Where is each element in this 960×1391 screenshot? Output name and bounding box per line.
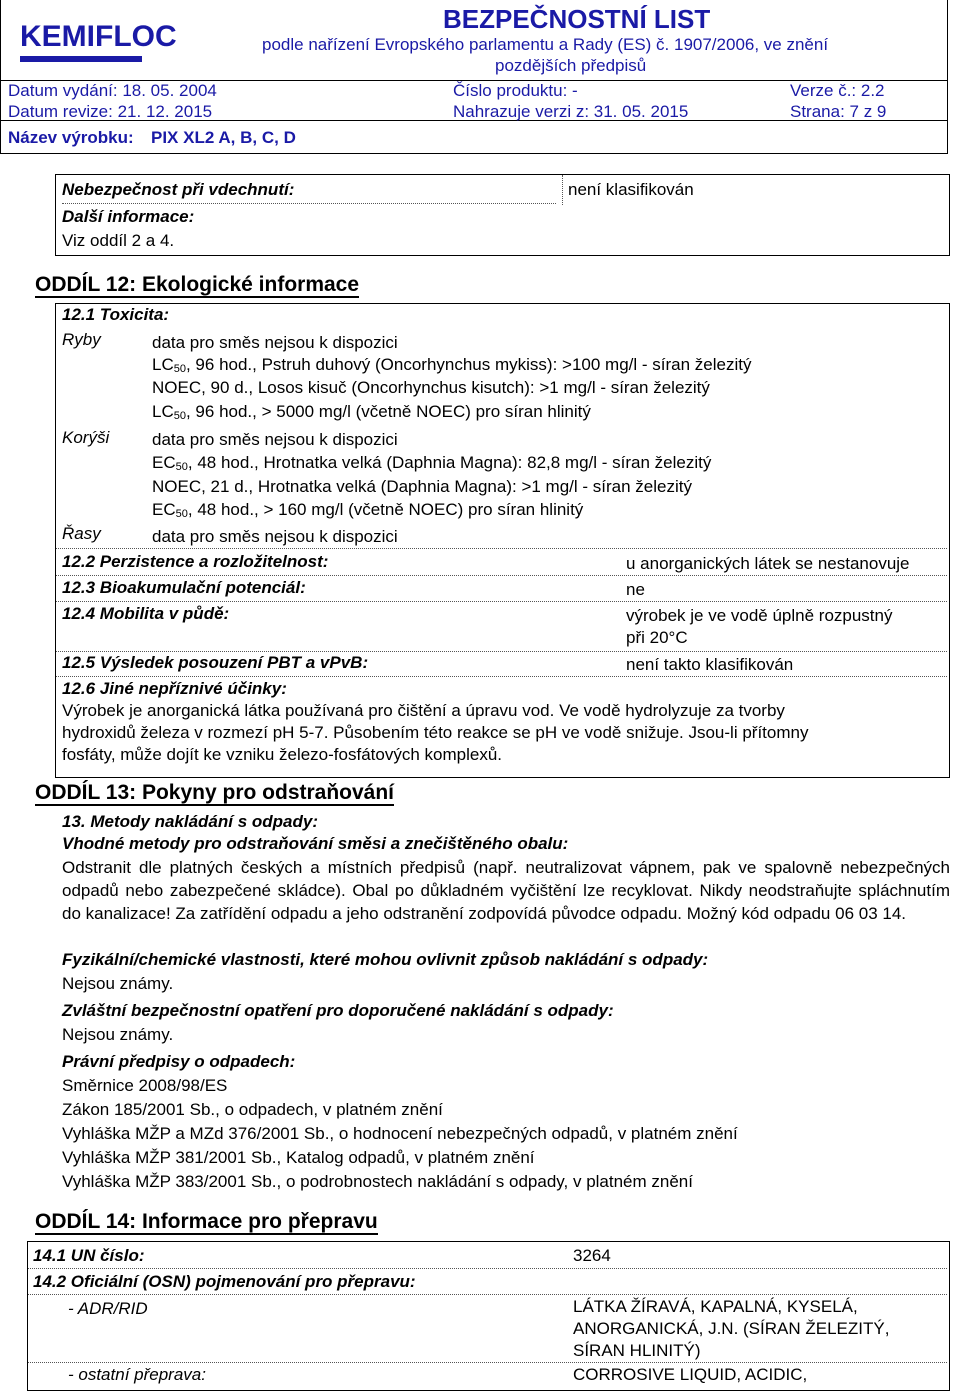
legal-item: Zákon 185/2001 Sb., o odpadech, v platném znění [62,1100,443,1119]
mobility-value: výrobek je ve vodě úplně rozpustný [626,606,893,625]
section-14-title: ODDÍL 14: Informace pro přepravu [35,1210,378,1233]
replaces-version: Nahrazuje verzi z: 31. 05. 2015 [453,102,689,121]
un-number-label: 14.1 UN číslo: [33,1246,145,1265]
algae-label: Řasy [62,524,101,543]
special-precautions-value: Nejsou známy. [62,1025,174,1044]
pbt-label: 12.5 Výsledek posouzení PBT a vPvB: [62,653,369,672]
page-number: Strana: 7 z 9 [790,102,887,121]
fish-label: Ryby [62,330,101,349]
dotted-line [28,1268,947,1269]
adr-value: LÁTKA ŽÍRAVÁ, KAPALNÁ, KYSELÁ, [573,1297,858,1316]
dotted-line [56,651,947,652]
legal-item: Vyhláška MŽP a MZd 376/2001 Sb., o hodnocení nebezpečných odpadů, v platném znění [62,1124,738,1143]
other-info-value: Viz oddíl 2 a 4. [62,231,175,250]
company-logo: KEMIFLOC [20,20,177,53]
persistence-label: 12.2 Perzistence a rozložitelnost: [62,552,329,571]
adr-value: ANORGANICKÁ, J.N. (SÍRAN ŽELEZITÝ, [573,1319,890,1338]
disposal-methods-label: 13. Metody nakládání s odpady: [62,812,319,831]
persistence-value: u anorganických látek se nestanovuje [626,554,910,573]
legal-item: Vyhláška MŽP 381/2001 Sb., Katalog odpadů, v platném znění [62,1148,535,1167]
regulation-line-2: pozdějších předpisů [495,56,647,75]
fish-line: $LC_{50}$, 96 hod., Pstruh duhový (Oncorhynchus mykiss): >100 mg/l - síran železitý [152,355,752,375]
mobility-label: 12.4 Mobilita v půdě: [62,604,230,623]
dotted-line [56,575,947,576]
legal-item: Směrnice 2008/98/ES [62,1076,228,1095]
shipping-name-label: 14.2 Oficiální (OSN) pojmenování pro přepravu: [33,1272,416,1291]
pbt-value: není takto klasifikován [626,655,794,674]
crustacea-label: Korýši [62,428,110,447]
dotted-line [56,676,947,677]
fish-line: data pro směs nejsou k dispozici [152,333,398,352]
physchem-label: Fyzikální/chemické vlastnosti, které mohou ovlivnit způsob nakládání s odpady: [62,950,709,969]
product-name-label: Název výrobku: [8,128,134,147]
other-effects-text: hydroxidů železa v rozmezí pH 5-7. Působením této reakce se pH ve vodě snižuje. Jsou-li přítomny [62,723,809,742]
dotted-line [62,203,556,204]
inhalation-value: není klasifikován [568,180,694,199]
legal-label: Právní předpisy o odpadech: [62,1052,296,1071]
adr-label: - ADR/RID [68,1299,148,1318]
legal-item: Vyhláška MŽP 383/2001 Sb., o podrobnostech nakládání s odpady, v platném znění [62,1172,693,1191]
page-title: BEZPEČNOSTNÍ LIST [443,4,711,34]
bioaccumulation-value: ne [626,580,645,599]
fish-line: $LC_{50}$, 96 hod., > 5000 mg/l (včetně NOEC) pro síran hlinitý [152,402,591,422]
other-transport-value: CORROSIVE LIQUID, ACIDIC, [573,1365,808,1384]
dotted-line [56,548,947,549]
un-number-value: 3264 [573,1246,611,1265]
other-effects-text: Výrobek je anorganická látka používaná pro čištění a úpravu vod. Ve vodě hydrolyzuje za tvorby [62,701,785,720]
physchem-value: Nejsou známy. [62,974,174,993]
dotted-divider [562,175,563,205]
version: Verze č.: 2.2 [790,81,885,100]
dotted-line [56,601,947,602]
crustacea-line: data pro směs nejsou k dispozici [152,430,398,449]
toxicity-label: 12.1 Toxicita: [62,305,170,324]
mobility-value: při 20°C [626,628,688,647]
algae-line: data pro směs nejsou k dispozici [152,527,398,546]
fish-line: NOEC, 90 d., Losos kisuč (Oncorhynchus kisutch): >1 mg/l - síran železitý [152,378,710,397]
revision-date: Datum revize: 21. 12. 2015 [8,102,213,121]
suitable-methods-text: Odstranit dle platných českých a místních předpisů (např. neutralizovat vápnem, pak ve spalovně nebezpečných odpadů nebo zabezpečené skládce). Obal po důkladném vyčištění lze recyklovat. Nikdy neodstraňujte spláchnutím do kanalizace! Za zatřídění odpadu a jeho odstranění zodpovídá původce odpadu. Možný kód odpadu 06 03 14. [62,858,950,923]
special-precautions-label: Zvláštní bezpečnostní opatření pro doporučené nakládání s odpady: [62,1001,614,1020]
suitable-methods-label: Vhodné metody pro odstraňování směsi a znečištěného obalu: [62,834,569,853]
dotted-line [28,1362,947,1363]
crustacea-line: $EC_{50}$, 48 hod., Hrotnatka velká (Daphnia Magna): 82,8 mg/l - síran železitý [152,453,712,473]
section-13-title: ODDÍL 13: Pokyny pro odstraňování [35,781,395,804]
adr-value: SÍRAN HLINITÝ) [573,1341,701,1360]
other-effects-text: fosfáty, může dojít ke vzniku železo-fosfátových komplexů. [62,745,502,764]
crustacea-line: NOEC, 21 d., Hrotnatka velká (Daphnia Magna): >1 mg/l - síran železitý [152,477,692,496]
issue-date: Datum vydání: 18. 05. 2004 [8,81,217,100]
logo-underline [20,56,142,62]
regulation-line-1: podle nařízení Evropského parlamentu a Rady (ES) č. 1907/2006, ve znění [262,35,829,54]
section-12-title: ODDÍL 12: Ekologické informace [35,273,360,296]
other-transport-label: - ostatní přeprava: [68,1365,206,1384]
product-number: Číslo produktu: - [453,81,578,100]
product-name: PIX XL2 A, B, C, D [151,128,296,147]
dotted-line [28,1294,947,1295]
other-info-label: Další informace: [62,207,195,226]
crustacea-line: $EC_{50}$, 48 hod., > 160 mg/l (včetně NOEC) pro síran hlinitý [152,500,584,520]
inhalation-label: Nebezpečnost při vdechnutí: [62,180,295,199]
bioaccumulation-label: 12.3 Bioakumulační potenciál: [62,578,306,597]
other-effects-label: 12.6 Jiné nepříznivé účinky: [62,679,287,698]
